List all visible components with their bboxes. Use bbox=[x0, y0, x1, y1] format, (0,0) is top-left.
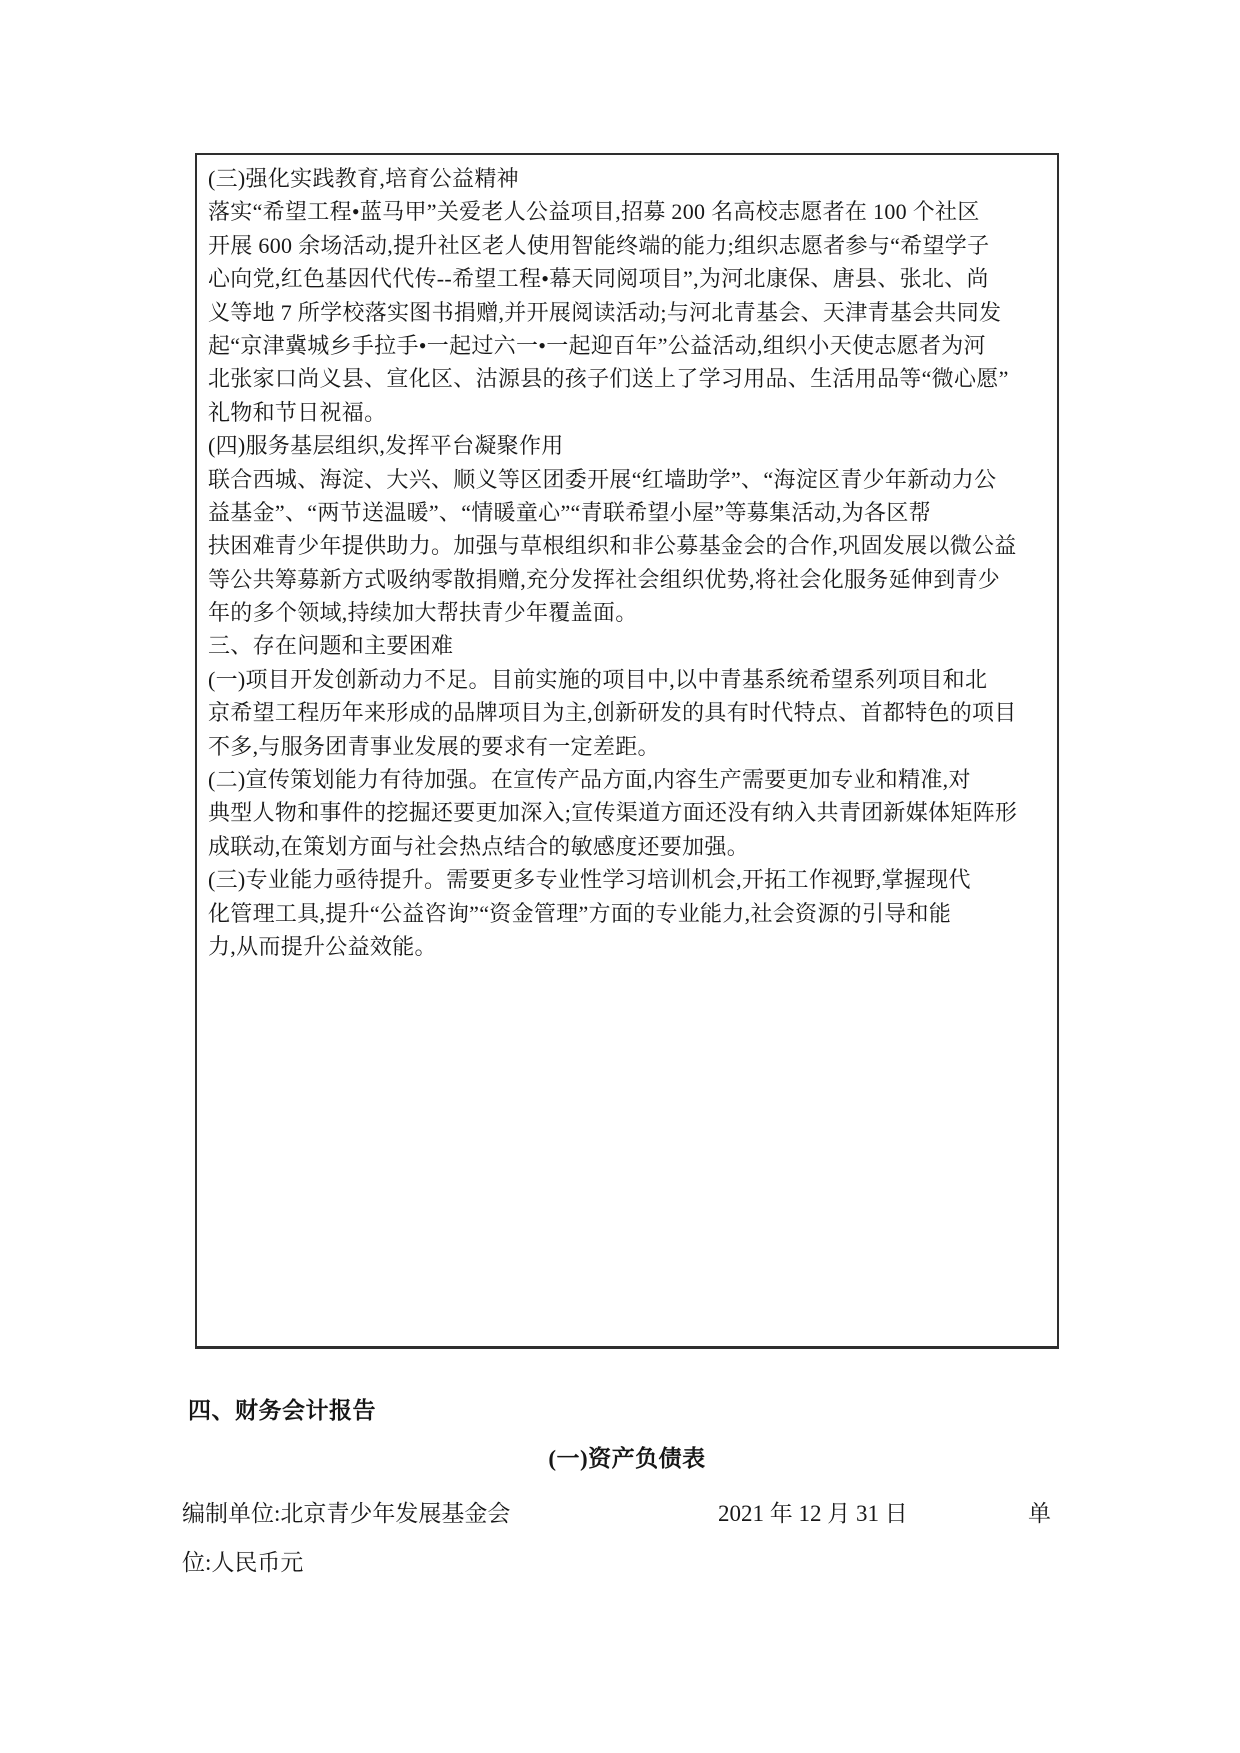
report-line: 礼物和节日祝福。 bbox=[208, 399, 387, 425]
report-line: 三、存在问题和主要困难 bbox=[208, 633, 454, 659]
report-line: 开展 600 余场活动,提升社区老人使用智能终端的能力;组织志愿者参与“希望学子 bbox=[208, 232, 990, 258]
report-line: 益基金”、“两节送温暖”、“情暖童心”“青联希望小屋”等募集活动,为各区帮 bbox=[208, 499, 931, 525]
report-line: 起“京津冀城乡手拉手•一起过六一•一起迎百年”公益活动,组织小天使志愿者为河 bbox=[208, 332, 986, 358]
subsection-title-balance-sheet: (一)资产负债表 bbox=[548, 1446, 706, 1471]
report-line: 京希望工程历年来形成的品牌项目为主,创新研发的具有时代特点、首都特色的项目 bbox=[208, 700, 1017, 726]
report-line: 心向党,红色基因代代传--希望工程•幕天同阅项目”,为河北康保、唐县、张北、尚 bbox=[208, 266, 989, 292]
report-line: (二)宣传策划能力有待加强。在宣传产品方面,内容生产需要更加专业和精准,对 bbox=[208, 767, 971, 793]
report-text-box bbox=[195, 153, 1059, 1349]
report-line: 成联动,在策划方面与社会热点结合的敏感度还要加强。 bbox=[208, 833, 750, 859]
report-date: 2021 年 12 月 31 日 bbox=[718, 1501, 908, 1526]
report-line: 年的多个领域,持续加大帮扶青少年覆盖面。 bbox=[208, 600, 638, 626]
report-line: 等公共筹募新方式吸纳零散捐赠,充分发挥社会组织优势,将社会化服务延伸到青少 bbox=[208, 566, 1001, 592]
currency-unit-label-wrap: 位:人民币元 bbox=[182, 1550, 304, 1575]
report-line: (一)项目开发创新动力不足。目前实施的项目中,以中青基系统希望系列项目和北 bbox=[208, 666, 988, 692]
report-line: (三)强化实践教育,培育公益精神 bbox=[208, 166, 519, 191]
report-line: 落实“希望工程•蓝马甲”关爱老人公益项目,招募 200 名高校志愿者在 100 个社区 bbox=[208, 199, 980, 225]
report-line: (四)服务基层组织,发挥平台凝聚作用 bbox=[208, 433, 564, 459]
balance-sheet-meta-row bbox=[0, 1495, 1240, 1529]
section-title-financial-report: 四、财务会计报告 bbox=[188, 1398, 376, 1423]
report-line: 扶困难青少年提供助力。加强与草根组织和非公募基金会的合作,巩固发展以微公益 bbox=[208, 533, 1017, 559]
report-line: 力,从而提升公益效能。 bbox=[208, 933, 437, 959]
currency-unit-label-start: 单 bbox=[1028, 1501, 1051, 1526]
report-line: 义等地 7 所学校落实图书捐赠,并开展阅读活动;与河北青基会、天津青基会共同发 bbox=[208, 299, 1002, 325]
report-line: 不多,与服务团青事业发展的要求有一定差距。 bbox=[208, 733, 660, 759]
report-line: 北张家口尚义县、宣化区、沽源县的孩子们送上了学习用品、生活用品等“微心愿” bbox=[208, 366, 1009, 392]
report-line: 化管理工具,提升“公益咨询”“资金管理”方面的专业能力,社会资源的引导和能 bbox=[208, 900, 952, 926]
report-line: 典型人物和事件的挖掘还要更加深入;宣传渠道方面还没有纳入共青团新媒体矩阵形 bbox=[208, 800, 1018, 826]
report-line: 联合西城、海淀、大兴、顺义等区团委开展“红墙助学”、“海淀区青少年新动力公 bbox=[208, 466, 997, 492]
prepared-by-unit: 编制单位:北京青少年发展基金会 bbox=[182, 1501, 511, 1526]
report-line: (三)专业能力亟待提升。需要更多专业性学习培训机会,开拓工作视野,掌握现代 bbox=[208, 867, 971, 893]
